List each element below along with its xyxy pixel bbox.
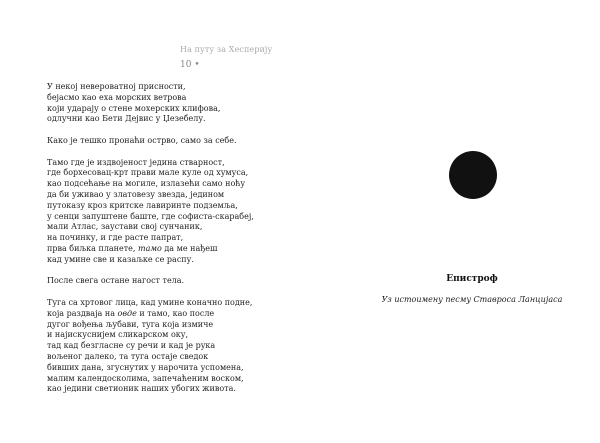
page-marker: • <box>194 60 200 70</box>
poem-line: који ударају о стене мохерских клифова, <box>47 103 221 113</box>
italic-word: овде <box>117 308 137 318</box>
poem-line: Како је тешко пронаћи острво, само за себе. <box>47 135 237 145</box>
poem-line: вољеног далеко, та туга остаје сведок <box>47 351 209 361</box>
poem-line: мали Атлас, заустави свој сунчаник, <box>47 222 203 232</box>
poem-title: Епистроф <box>446 274 498 284</box>
italic-word: тамо <box>138 243 162 253</box>
stanza <box>47 158 307 266</box>
poem-line: прва биљка планете, тамо да ме нађеш <box>47 243 218 253</box>
poem-line: одлучни као Бети Дејвис у Џезебелу. <box>47 114 206 124</box>
poem-line: као подсећање на могиле, излазећи само ноћу <box>47 179 246 189</box>
poem-line: да би уживао у златовезу звезда, једином <box>47 189 225 199</box>
stanza <box>47 136 307 147</box>
poem-line: као једини светионик наших убогих живота. <box>47 384 236 394</box>
poem-line: Туга са хртовог лица, кад умине коначно подне, <box>47 297 253 307</box>
stanza <box>47 298 307 395</box>
poem-body <box>47 82 307 395</box>
poem-line: која раздваја на овде и тамо, као после <box>47 308 215 318</box>
poem-line: тад кад безгласне су речи и кад је рука <box>47 341 216 351</box>
poem-line: кад умине све и казаљке се распу. <box>47 254 194 264</box>
stanza <box>47 82 307 125</box>
black-circle-emblem <box>449 151 497 199</box>
poem-line: путоказу кроз критске лавиринте подземља, <box>47 200 238 210</box>
poem-line: бивших дана, згуснутих у нарочита успомена, <box>47 362 244 372</box>
poem-line: на починку, и где расте папрат, <box>47 233 184 243</box>
stanza <box>47 276 307 287</box>
poem-line: У некој невероватној присности, <box>47 82 186 91</box>
poem-line: где борхесовац-крт прави мале куле од хумуса, <box>47 168 249 178</box>
poem-line: малим календосколима, запечаћеним воском, <box>47 373 244 383</box>
running-head: На путу за Хесперију <box>180 45 273 54</box>
poem-dedication: Уз истоимену песму Ставроса Ланцијаса <box>381 295 563 304</box>
poem-line: После свега остане нагост тела. <box>47 276 185 286</box>
poem-line: Тамо где је издвојеност једина стварност, <box>47 157 225 167</box>
poem-line: у сенци запуштене баште, где софиста-скарабеј, <box>47 211 254 221</box>
poem-line: дугог вођења љубави, туга која измиче <box>47 319 214 329</box>
page-number-value: 10 <box>180 60 192 70</box>
poem-line: бејасмо као еха морских ветрова <box>47 92 187 102</box>
poem-line: и најискуснијем сликарском оку, <box>47 330 189 340</box>
page-number <box>180 60 200 70</box>
